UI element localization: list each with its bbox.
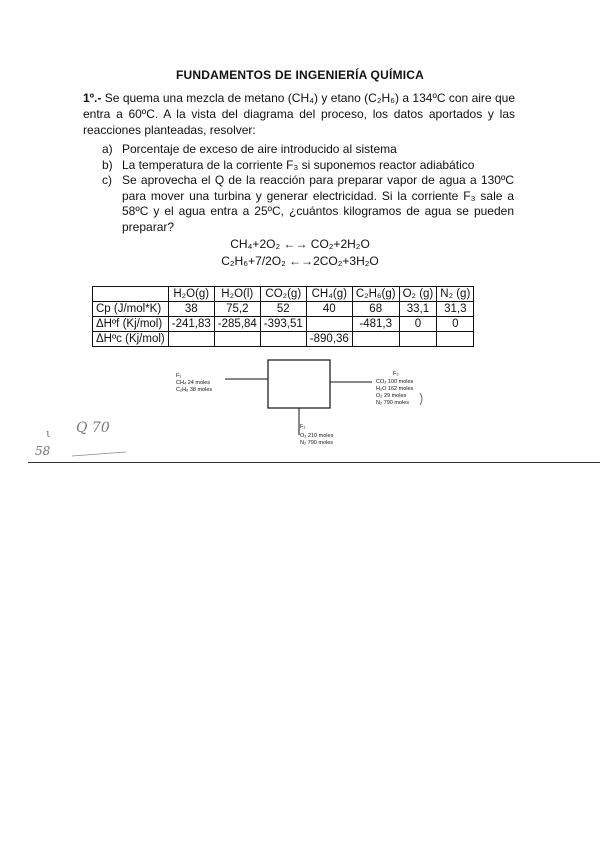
handwritten-note: Q 70 xyxy=(76,420,110,436)
table-header-row xyxy=(93,287,474,302)
reactions xyxy=(0,236,600,270)
handwritten-stroke xyxy=(70,448,130,460)
table-cell: 0 xyxy=(437,317,474,332)
table-cell xyxy=(260,332,306,347)
table-cell: 40 xyxy=(306,302,352,317)
question-text: La temperatura de la corriente F₃ si suponemos reactor adiabático xyxy=(122,157,475,172)
reaction-ethane: C₂H₆+7/2O₂ ←→2CO₂+3H₂O xyxy=(221,254,379,268)
table-cell xyxy=(437,332,474,347)
question-item xyxy=(102,158,514,174)
table-cell: -481,3 xyxy=(352,317,399,332)
question-marker: c) xyxy=(102,173,112,187)
table-header-cell: H₂O(l) xyxy=(214,287,260,302)
problem-text: Se quema una mezcla de metano (CH₄) y etano (C₂H₆) a 134ºC con aire que entra a 60ºC. A la vista del diagrama del proceso, los datos aportados y las reacciones planteadas, resolver: xyxy=(83,91,515,137)
table-row xyxy=(93,302,474,317)
table-header-cell: O₂ (g) xyxy=(399,287,437,302)
table-cell xyxy=(168,332,214,347)
question-item xyxy=(102,142,514,158)
stream-f1-name: F₁ xyxy=(176,373,182,379)
table-row xyxy=(93,332,474,347)
stream-f3-line-2: H₂O 162 moles xyxy=(376,386,414,392)
table-header-cell: CH₄(g) xyxy=(306,287,352,302)
table-cell: 75,2 xyxy=(214,302,260,317)
table-header-cell: N₂ (g) xyxy=(437,287,474,302)
question-list xyxy=(102,142,514,235)
handwritten-number: 58 xyxy=(35,444,51,458)
table-header-cell: CO₂(g) xyxy=(260,287,306,302)
document-title: FUNDAMENTOS DE INGENIERÍA QUÍMICA xyxy=(176,68,424,82)
stream-f2-line-2: N₂ 790 moles xyxy=(300,440,334,446)
table-cell: ΔHºf (Kj/mol) xyxy=(93,317,169,332)
table-cell: ΔHºc (Kj/mol) xyxy=(93,332,169,347)
handwritten-mark: ι xyxy=(46,427,51,440)
pen-mark xyxy=(420,393,422,405)
table-cell xyxy=(306,317,352,332)
table-cell: Cp (J/mol*K) xyxy=(93,302,169,317)
problem-statement xyxy=(83,90,515,138)
table-cell: 68 xyxy=(352,302,399,317)
stream-f2-label xyxy=(300,424,334,446)
question-text: Porcentaje de exceso de aire introducido al sistema xyxy=(122,142,397,156)
table-cell: 31,3 xyxy=(437,302,474,317)
table-cell xyxy=(352,332,399,347)
table-cell: 38 xyxy=(168,302,214,317)
table-header-cell: H₂O(g) xyxy=(168,287,214,302)
reaction-methane: CH₄+2O₂ ←→ CO₂+2H₂O xyxy=(230,237,370,251)
stream-f2-line-1: O₂ 210 moles xyxy=(300,433,334,439)
table-cell: -890,36 xyxy=(306,332,352,347)
stream-f2-name: F₂ xyxy=(300,424,306,430)
question-text: Se aprovecha el Q de la reacción para preparar vapor de agua a 130ºC para mover una turbina y generar electricidad. Si la corriente F₃ sale a 58ºC y el agua entra a 25ºC, ¿cuántos kilogramos de agua se pueden preparar? xyxy=(122,173,514,234)
process-diagram xyxy=(0,355,600,460)
table-cell: 52 xyxy=(260,302,306,317)
table-row xyxy=(93,317,474,332)
stream-f3-label xyxy=(376,371,414,406)
stream-f3-name: F₃ xyxy=(393,371,399,377)
stream-f1-label xyxy=(176,373,212,393)
table-cell: -241,83 xyxy=(168,317,214,332)
stream-f1-line-2: C₂H₆ 38 moles xyxy=(176,387,213,393)
question-marker: a) xyxy=(102,142,113,156)
question-marker: b) xyxy=(102,157,113,172)
question-item xyxy=(102,173,514,235)
table-header-cell xyxy=(93,287,169,302)
stream-f3-line-4: N₂ 790 moles xyxy=(376,400,410,406)
table-cell: -393,51 xyxy=(260,317,306,332)
table-cell: 0 xyxy=(399,317,437,332)
page-edge-rule xyxy=(28,462,600,463)
table-cell: 33,1 xyxy=(399,302,437,317)
problem-number: 1º.- xyxy=(83,91,102,105)
stream-f3-line-3: O₂ 29 moles xyxy=(376,393,407,399)
table-cell: -285,84 xyxy=(214,317,260,332)
table-header-cell: C₂H₆(g) xyxy=(352,287,399,302)
table-cell xyxy=(214,332,260,347)
reactor-box xyxy=(268,360,330,408)
stream-f1-line-1: CH₄ 24 moles xyxy=(176,380,211,386)
properties-table xyxy=(92,286,474,347)
stream-f3-line-1: CO₂ 100 moles xyxy=(376,379,414,385)
table-cell xyxy=(399,332,437,347)
